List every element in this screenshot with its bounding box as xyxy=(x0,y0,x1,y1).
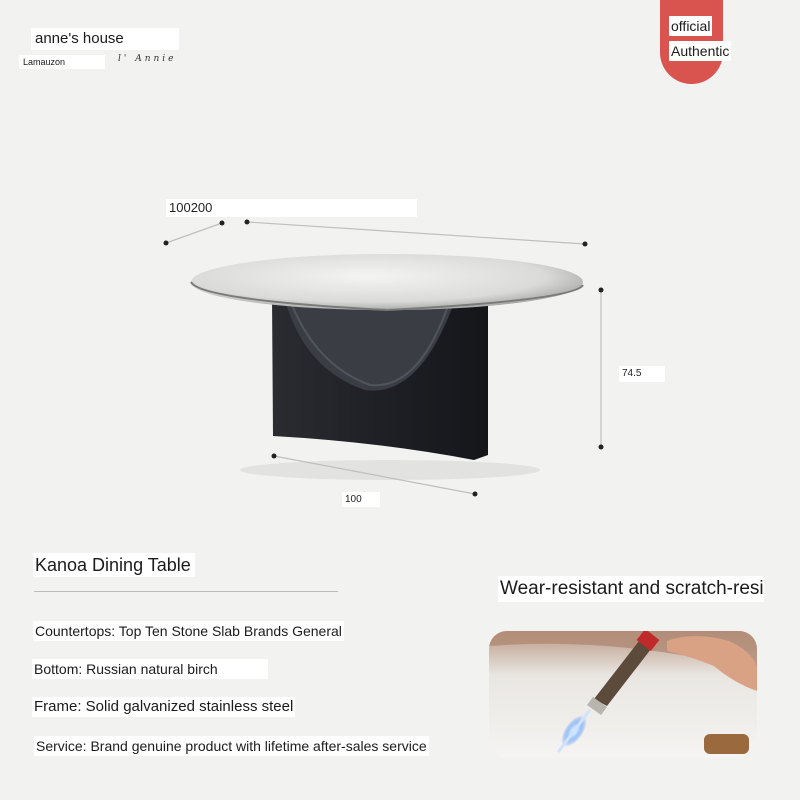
table-shadow xyxy=(240,460,540,480)
depth-label: 100 xyxy=(342,492,380,507)
width-dimension-line xyxy=(247,222,585,244)
spec-countertops: Countertops: Top Ten Stone Slab Brands General xyxy=(35,623,342,639)
badge-line-official: official xyxy=(671,18,711,34)
scratch-test-photo xyxy=(489,631,757,758)
width-dimension-line-left xyxy=(166,223,222,243)
sub-brand: Lamauzon xyxy=(19,55,105,69)
spec-service: Service: Brand genuine product with lifetime after-sales service xyxy=(36,738,427,754)
badge-line-authentic: Authentic xyxy=(671,43,730,59)
width-label: 100200 xyxy=(166,199,417,217)
table-top xyxy=(191,254,583,310)
feature-headline: Wear-resistant and scratch-resi xyxy=(498,576,764,602)
signature-logo: l' Annie xyxy=(118,54,177,64)
height-label: 74.5 xyxy=(619,366,665,382)
spec-bottom: Bottom: Russian natural birch xyxy=(32,659,268,679)
brand-name: anne's house xyxy=(31,28,179,50)
title-divider xyxy=(34,591,338,592)
product-title: Kanoa Dining Table xyxy=(33,553,195,577)
spec-frame: Frame: Solid galvanized stainless steel xyxy=(34,698,294,715)
